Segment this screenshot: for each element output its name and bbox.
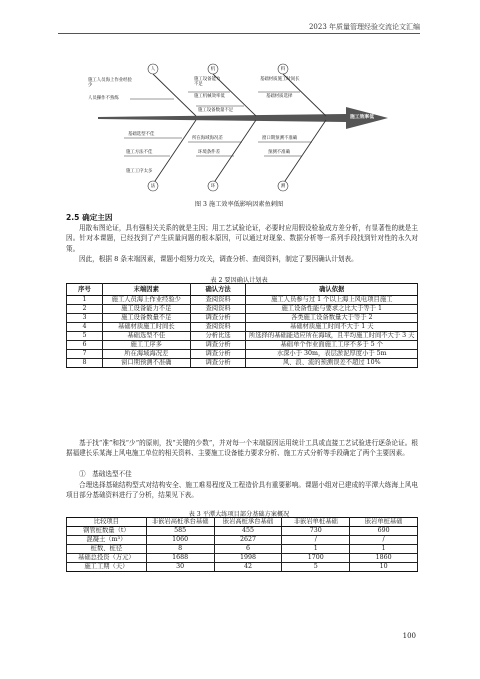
table-cell: 查阅资料 [190, 296, 246, 305]
table-header-row [67, 284, 418, 296]
table-cell: 690 [350, 527, 418, 536]
table-cell: / [350, 536, 418, 545]
circle-label-fa: 法 [150, 183, 156, 189]
table-cell: 桩数、桩径 [67, 545, 147, 554]
cause-label: 施工机械效率低 [194, 94, 225, 99]
table-cell: / [282, 536, 350, 545]
table-header: 嵌岩高桩承台基础 [214, 518, 282, 527]
table-cell: 6 [67, 341, 103, 350]
cause-label: 基础材质选择 [266, 94, 293, 99]
cause-label: 施工工序太多 [126, 169, 153, 174]
table-cell: 1 [350, 545, 418, 554]
table-row [67, 527, 418, 536]
table-row [67, 341, 418, 350]
table-header: 比较项目 [67, 518, 147, 527]
table-cell: 所在海域海况差 [102, 350, 190, 359]
table-cell: 1700 [282, 554, 350, 563]
table-cell: 施工人员参与过 1 个以上海上风电项目施工 [246, 296, 418, 305]
table-cell: 水深小于 30m，表层淤泥厚度小于 5m [246, 350, 418, 359]
cause-label: 施工人员海上作业经验少 [88, 78, 132, 89]
table-cell: 4 [67, 323, 103, 332]
table-cell: 施工人员海上作业经验少 [102, 296, 190, 305]
running-header: 2023 年质量管理经验交流论文汇编 [308, 23, 420, 31]
header-rule [58, 33, 420, 34]
table-cell: 1 [282, 545, 350, 554]
paragraph: 基于找“准”和找“少”的原则，找“关键的少数”，并对每一个末端原因运用统计工具或直接工艺试验进行逐条论证。根据福建长乐某海上风电施工单位的相关资料、主要施工设备能力要求分析、施工方式分析等手段确定了两个主要因素。 [66, 439, 418, 458]
table-cell: 10 [350, 563, 418, 572]
table-row [67, 314, 418, 323]
section-heading: 2.5 确定主因 [66, 213, 113, 222]
list-item-heading: ① 基础选型不佳 [79, 470, 132, 478]
table-row [67, 350, 418, 359]
table-cell: 585 [146, 527, 214, 536]
table-cell: 5 [282, 563, 350, 572]
table-cell: 8 [146, 545, 214, 554]
table-cell: 2 [67, 305, 103, 314]
cause-label: 基础选型不佳 [128, 132, 155, 137]
table-header: 嵌岩单桩基础 [350, 518, 418, 527]
table-caption: 表 3 平潭大练项目部分基础方案概况 [188, 511, 290, 518]
table-cell: 1998 [214, 554, 282, 563]
table-cell: 分析比选 [190, 332, 246, 341]
table-header: 非嵌岩高桩承台基础 [146, 518, 214, 527]
table-row [67, 359, 418, 368]
table-row [67, 563, 418, 572]
paragraph: 合理选择基础结构型式对结构安全、施工难易程度及工程造价具有重要影响。课题小组对已建成的平潭大练海上风电项目部分基础资料进行了分析，结果见下表。 [66, 481, 418, 500]
table-header: 末端因素 [102, 284, 190, 296]
table-header: 确认方法 [190, 284, 246, 296]
cause-confirmation-table [66, 283, 418, 368]
page-number: 100 [402, 632, 416, 640]
table-header-row [67, 518, 418, 527]
table-cell: 1860 [350, 554, 418, 563]
table-cell: 施工设备能力不足 [102, 305, 190, 314]
cause-label: 施工方法不佳 [126, 150, 153, 155]
table-row [67, 296, 418, 305]
table-cell: 施工工序多 [102, 341, 190, 350]
table-cell: 3 [67, 314, 103, 323]
table-cell: 查阅资料 [190, 323, 246, 332]
table-cell: 所选择的基础能适应所在海域，且平均施工时间不大于 3 天 [246, 332, 418, 341]
table-row [67, 554, 418, 563]
table-cell: 施工设备性能与要求之比大于等于 1 [246, 305, 418, 314]
circle-label-ji: 机 [210, 66, 216, 72]
foundation-comparison-table [66, 517, 418, 572]
table-cell: 8 [67, 359, 103, 368]
table-cell: 30 [146, 563, 214, 572]
effect-label: 施工效率低 [350, 114, 374, 120]
table-cell: 7 [67, 350, 103, 359]
table-cell: 455 [214, 527, 282, 536]
table-row [67, 332, 418, 341]
table-cell: 基础总投资（万元） [67, 554, 147, 563]
table-cell: 基础材质施工时间长 [102, 323, 190, 332]
figure-caption: 图 3 施工效率低影响因素鱼刺图 [194, 201, 284, 208]
table-cell: 风、浪、流的预测误差不超过 10% [246, 359, 418, 368]
table-cell: 调查分析 [190, 350, 246, 359]
circle-label-liao: 料 [280, 66, 286, 72]
table-cell: 42 [214, 563, 282, 572]
table-cell: 窗口期预测不准确 [102, 359, 190, 368]
table-cell: 基础选型不佳 [102, 332, 190, 341]
table-row [67, 545, 418, 554]
table-cell: 钢管桩数量（t） [67, 527, 147, 536]
cause-label: 基础材质施工时间长 [260, 77, 300, 82]
table-row [67, 536, 418, 545]
table-cell: 6 [214, 545, 282, 554]
table-cell: 2627 [214, 536, 282, 545]
table-cell: 各类施工设备数量大于等于 2 [246, 314, 418, 323]
table-caption: 表 2 要因确认计划表 [210, 277, 268, 284]
table-cell: 基础单个作业面施工工序不多于 5 个 [246, 341, 418, 350]
cause-label: 人员操作不熟练 [88, 96, 119, 101]
table-cell: 1060 [146, 536, 214, 545]
cause-label: 施工设备能力不足 [194, 77, 221, 88]
circle-label-ren: 人 [150, 66, 156, 72]
table-cell: 调查分析 [190, 314, 246, 323]
paragraph: 因此，根据 8 条末端因素，课题小组努力攻关，调查分析、查阅资料，制定了要因确认计划表。 [79, 255, 358, 263]
paragraph: 用散布图论证，具有强相关关系的就是主因；用工艺试验论证，必要时应用假设检验成方差分析，有显著性的就是主因。针对本课题，已经找到了产生质量问题的根本原因，可以通过对现象、数据分析等一系列手段找到针对性的永久对策。 [66, 224, 418, 253]
cause-label: 施工设备数量不足 [198, 108, 234, 113]
table-cell: 调查分析 [190, 359, 246, 368]
cause-label: 预测不准确 [268, 150, 290, 155]
cause-label: 窗口期预测不准确 [262, 136, 298, 141]
table-row [67, 305, 418, 314]
table-cell: 5 [67, 332, 103, 341]
table-cell: 调查分析 [190, 341, 246, 350]
table-cell: 1 [67, 296, 103, 305]
table-header: 非嵌岩单桩基础 [282, 518, 350, 527]
table-row [67, 323, 418, 332]
table-cell: 1688 [146, 554, 214, 563]
table-header: 确认依据 [246, 284, 418, 296]
circle-label-ce: 测 [280, 183, 286, 189]
cause-label: 环境条件差 [198, 150, 220, 155]
table-cell: 730 [282, 527, 350, 536]
table-cell: 基础材质施工时间不大于 1 天 [246, 323, 418, 332]
cause-label: 所在海域海况差 [192, 136, 223, 141]
fishbone-diagram [58, 44, 420, 194]
table-header: 序号 [67, 284, 103, 296]
circle-label-huan: 环 [210, 183, 216, 189]
table-cell: 混凝土（m³） [67, 536, 147, 545]
table-cell: 查阅资料 [190, 305, 246, 314]
table-cell: 施工设备数量不足 [102, 314, 190, 323]
table-cell: 施工工期（天） [67, 563, 147, 572]
